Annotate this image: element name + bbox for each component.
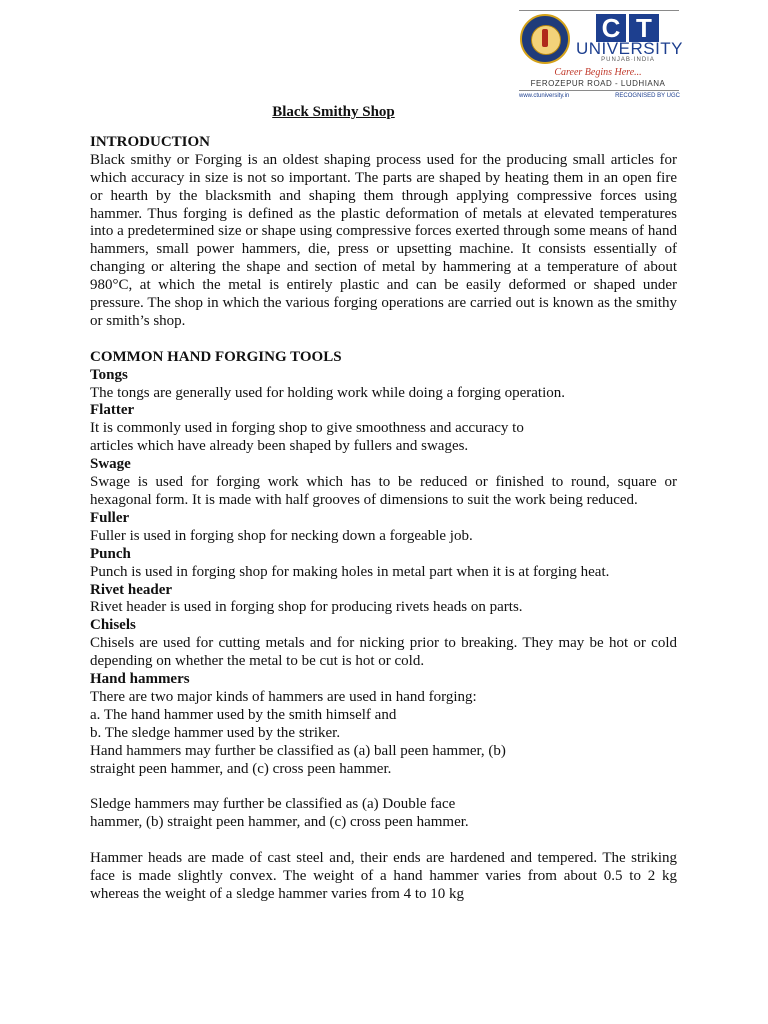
logo-location-text: PUNJAB·INDIA (601, 57, 655, 63)
rivet-header-heading: Rivet header (90, 581, 173, 598)
page-title: Black Smithy Shop (272, 104, 395, 120)
chisels-heading: Chisels (90, 617, 136, 634)
spacer (90, 331, 677, 349)
logo-tagline: Career Begins Here... (554, 67, 642, 78)
flatter-heading: Flatter (90, 402, 135, 419)
hand-hammers-line: b. The sledge hammer used by the striker. (90, 724, 341, 741)
introduction-paragraph: Black smithy or Forging is an oldest shaping process used for the producing small articles for which accuracy in size is not so important. The parts are shaped by heating them in an open fire or hearth by the blacksmith and shaping them through applying compressive forces using hammer. Thus forging is defined as the plastic deformation of metals at elevated temperatures into a predetermined size or shape using compressive forces exerted through some means of hand hammers, small power hammers, die, press or upsetting machine. It consists essentially of changing or altering the shape and section of metal by hammering at a temperature of about 980°C, at which the metal is entirely plastic and can be easily deformed or shaped under pressure. The shop in which the various forging operations are carried out is known as the smithy or smith’s shop. (90, 151, 677, 329)
rivet-header-text: Rivet header is used in forging shop for producing rivets heads on parts. (90, 599, 523, 616)
document-body (90, 104, 677, 904)
hand-hammers-line: straight peen hammer, and (c) cross peen hammer. (90, 760, 392, 777)
spacer (90, 779, 677, 797)
university-logo (516, 10, 684, 102)
hand-hammers-line: Hand hammers may further be classified as (a) ball peen hammer, (b) (90, 742, 506, 759)
tongs-heading: Tongs (90, 366, 128, 383)
tools-heading: COMMON HAND FORGING TOOLS (90, 348, 342, 365)
logo-letter-c: C (596, 14, 626, 42)
fuller-text: Fuller is used in forging shop for necking down a forgeable job. (90, 527, 473, 544)
hand-hammers-heading: Hand hammers (90, 671, 190, 688)
swage-text: Swage is used for forging work which has to be reduced or finished to round, square or hexagonal form. It is made with half grooves of dimensions to suit the work being reduced. (90, 474, 677, 509)
tongs-text: The tongs are generally used for holding work while doing a forging operation. (90, 384, 566, 401)
hammer-heads-paragraph: Hammer heads are made of cast steel and, their ends are hardened and tempered. The striking face is made slightly convex. The weight of a hand hammer varies from about 0.5 to 2 kg whereas the weight of a sledge hammer varies from 4 to 10 kg (90, 850, 677, 902)
logo-recognition: RECOGNISED BY UGC (615, 93, 680, 99)
chisels-text: Chisels are used for cutting metals and for nicking prior to breaking. They may be hot or cold depending on whether the metal to be cut is hot or cold. (90, 635, 677, 670)
hand-hammers-line: There are two major kinds of hammers are used in hand forging: (90, 688, 477, 705)
logo-top-rule (519, 10, 679, 11)
logo-website: www.ctuniversity.in (519, 93, 570, 99)
university-seal-icon (520, 14, 570, 64)
introduction-heading: INTRODUCTION (90, 133, 211, 150)
logo-ct-letters (596, 14, 659, 42)
flatter-text-line-2: articles which have already been shaped by fullers and swages. (90, 438, 469, 455)
logo-address: FEROZEPUR ROAD - LUDHIANA (530, 79, 666, 88)
logo-bottom-rule (519, 90, 679, 91)
flatter-text-line-1: It is commonly used in forging shop to give smoothness and accuracy to (90, 420, 524, 437)
fuller-heading: Fuller (90, 509, 130, 526)
spacer (90, 832, 677, 850)
logo-letter-t: T (629, 14, 659, 42)
punch-text: Punch is used in forging shop for making holes in metal part when it is at forging heat. (90, 563, 610, 580)
swage-heading: Swage (90, 456, 131, 473)
logo-university-text: UNIVERSITY (576, 39, 684, 58)
punch-heading: Punch (90, 545, 131, 562)
logo-brand (576, 12, 684, 63)
torch-icon (542, 29, 548, 47)
sledge-hammers-line: hammer, (b) straight peen hammer, and (c) cross peen hammer. (90, 814, 469, 831)
hand-hammers-line: a. The hand hammer used by the smith himself and (90, 706, 397, 723)
sledge-hammers-line: Sledge hammers may further be classified as (a) Double face (90, 796, 456, 813)
